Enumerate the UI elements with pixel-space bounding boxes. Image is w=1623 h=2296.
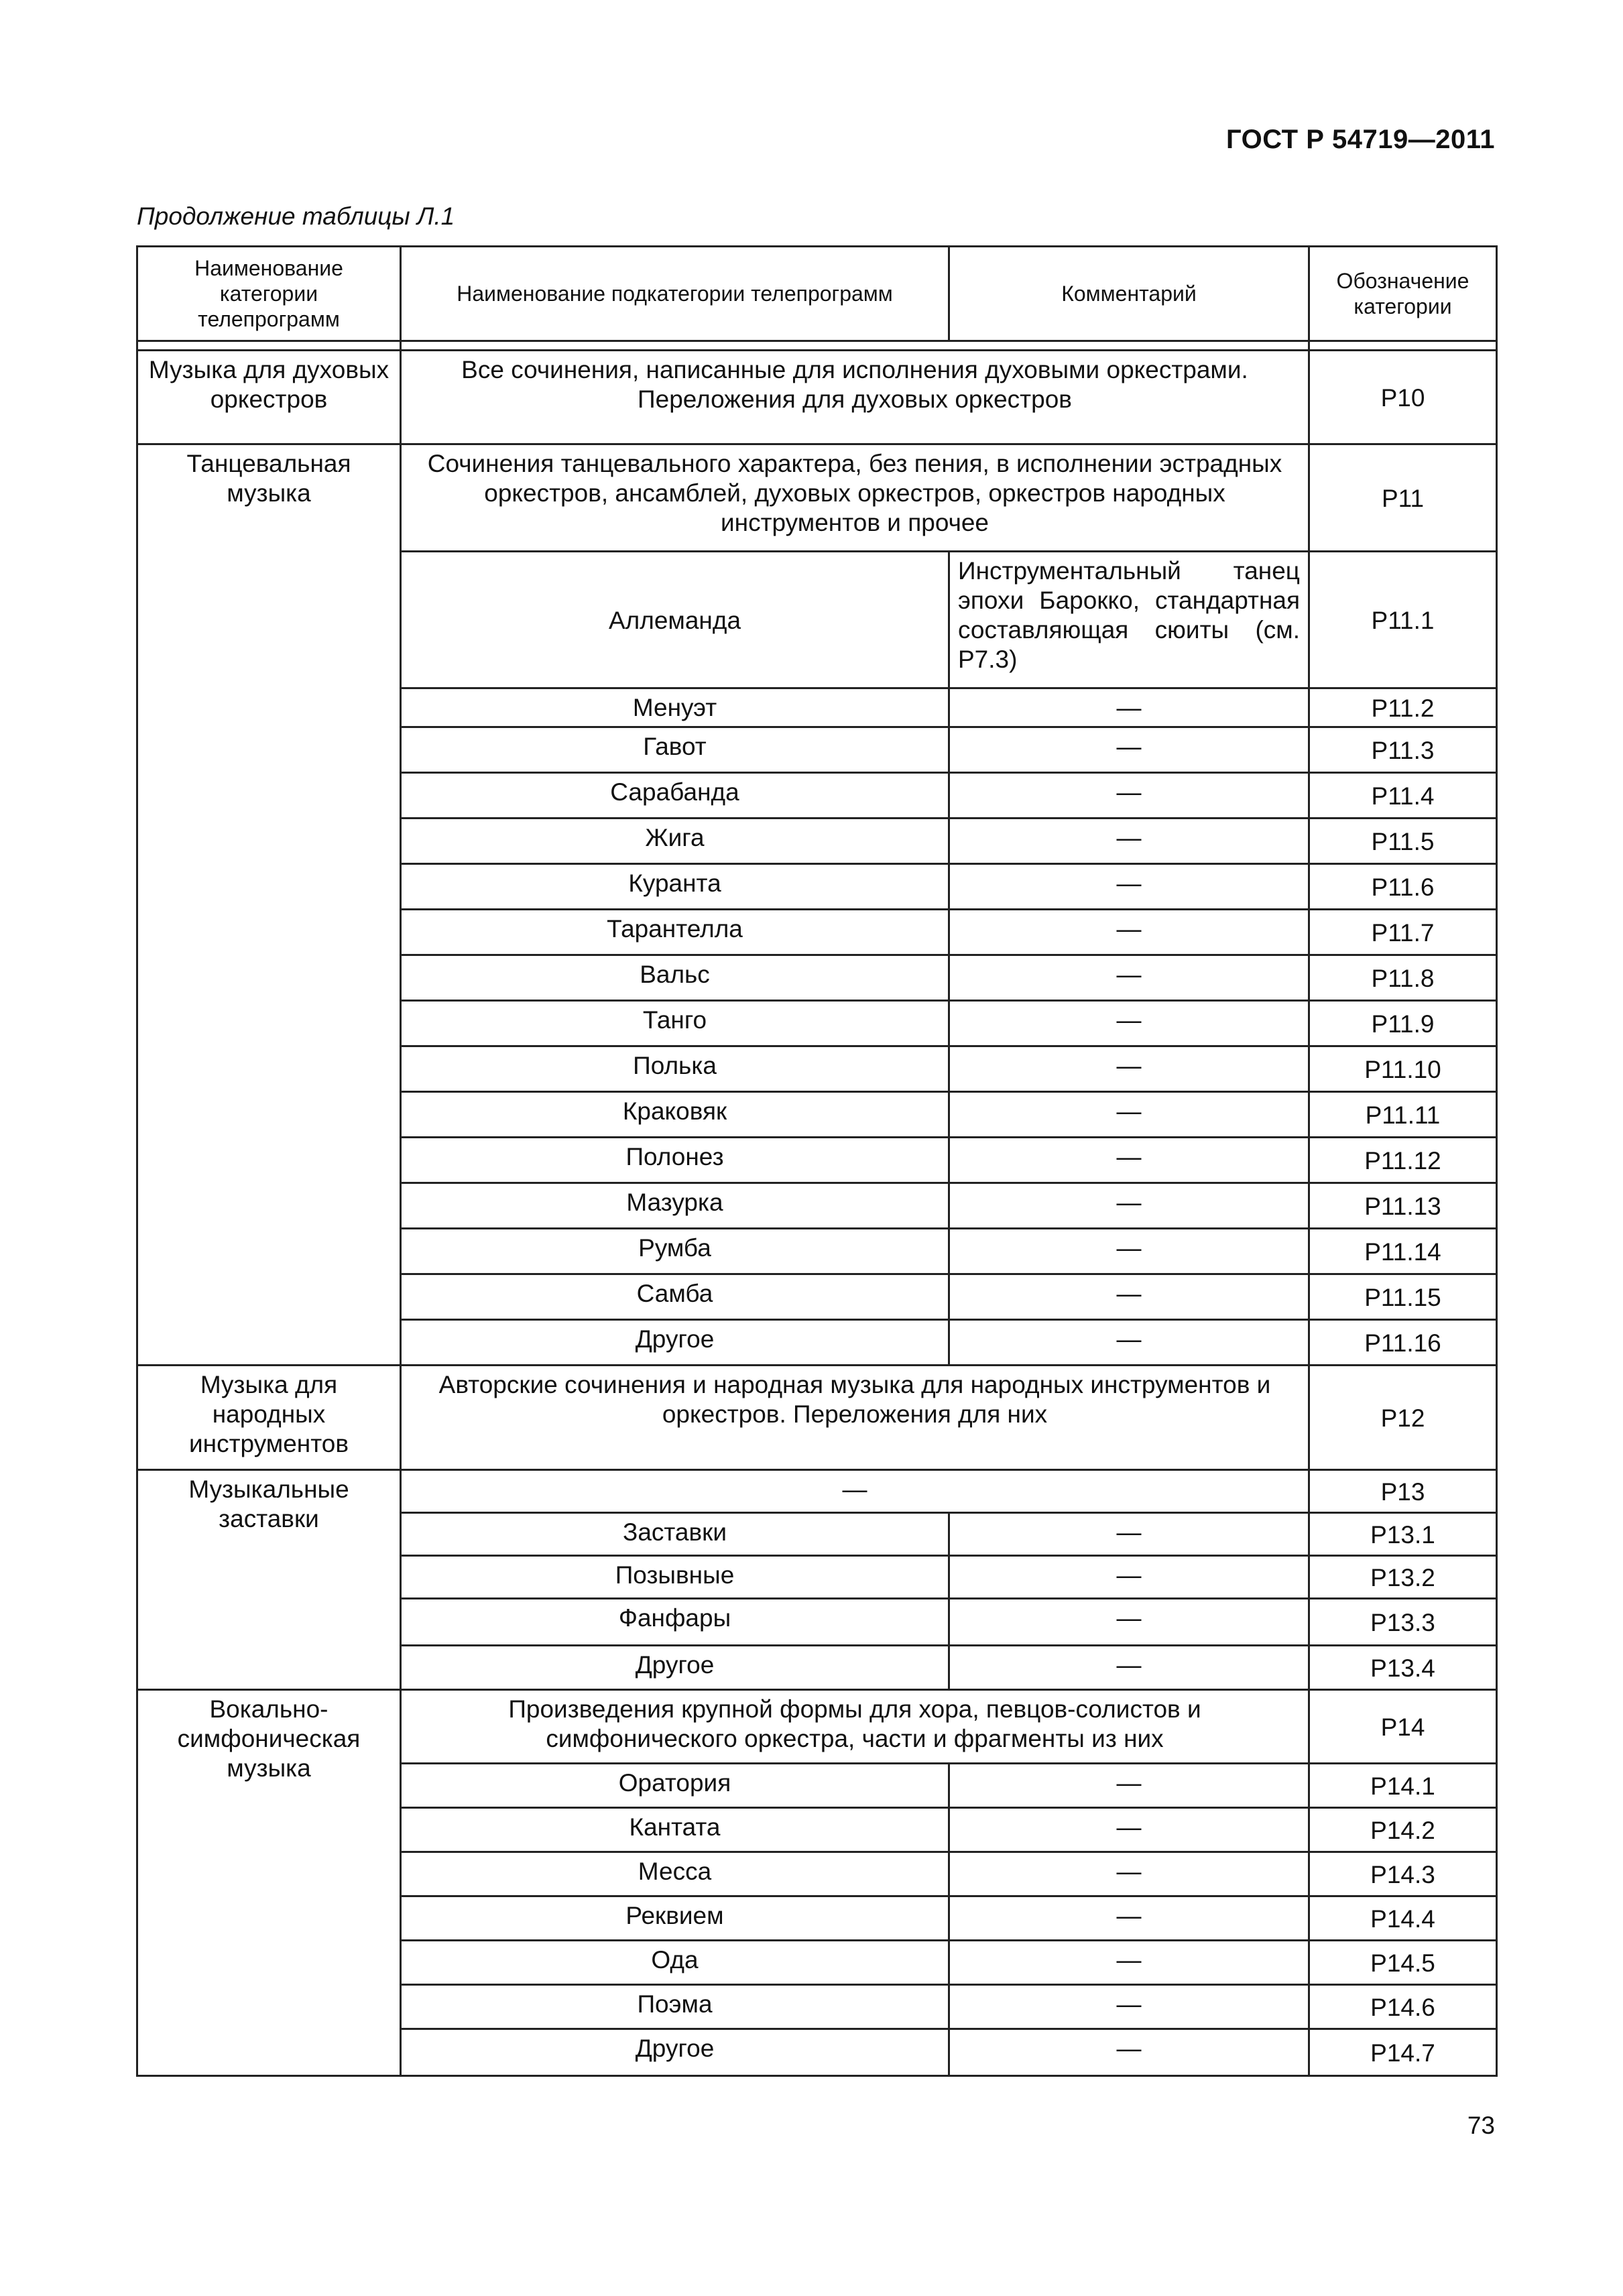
subcategory-name: Менуэт [401,688,949,727]
subcategory-code: Р14.1 [1309,1764,1497,1808]
col-header-comment: Комментарий [949,247,1309,341]
subcategory-name: Оратория [401,1764,949,1808]
subcategory-comment: — [949,1183,1309,1229]
subcategory-comment: — [949,1320,1309,1366]
category-name: Музыка для народных инструментов [137,1366,401,1470]
table-body [137,351,1497,2076]
table-row [137,444,1497,552]
subcategory-comment: — [949,1599,1309,1646]
subcategory-name: Месса [401,1852,949,1896]
subcategory-comment: — [949,910,1309,955]
category-code: Р11 [1309,444,1497,552]
subcategory-code: Р11.8 [1309,955,1497,1001]
subcategory-code: Р14.4 [1309,1896,1497,1941]
table-row [137,1470,1497,1513]
subcategory-comment: — [949,1001,1309,1046]
subcategory-comment: — [949,1764,1309,1808]
subcategory-name: Фанфары [401,1599,949,1646]
subcategory-comment: — [949,1046,1309,1092]
subcategory-name: Полонез [401,1138,949,1183]
subcategory-name: Гавот [401,727,949,773]
category-description: Произведения крупной формы для хора, певцов-солистов и симфонического оркестра, части и фрагменты из них [401,1690,1309,1764]
subcategory-code: Р11.7 [1309,910,1497,955]
subcategory-code: Р14.5 [1309,1941,1497,1985]
subcategory-comment: — [949,1513,1309,1556]
subcategory-code: Р11.13 [1309,1183,1497,1229]
subcategory-comment: — [949,1852,1309,1896]
header-separator [137,341,1497,351]
subcategory-name: Краковяк [401,1092,949,1138]
subcategory-comment: — [949,864,1309,910]
subcategory-comment: — [949,1985,1309,2029]
col-header-subcategory: Наименование подкатегории телепрограмм [401,247,949,341]
category-description: — [401,1470,1309,1513]
subcategory-code: Р11.5 [1309,819,1497,864]
table-row [137,351,1497,444]
subcategory-comment: — [949,1646,1309,1690]
category-code: Р13 [1309,1470,1497,1513]
category-name: Танцевальная музыка [137,444,401,1366]
subcategory-code: Р11.16 [1309,1320,1497,1366]
subcategory-comment: — [949,1274,1309,1320]
subcategory-name: Сарабанда [401,773,949,819]
subcategory-name: Танго [401,1001,949,1046]
category-name: Музыка для духовых оркестров [137,351,401,444]
subcategory-name: Позывные [401,1556,949,1599]
category-description: Сочинения танцевального характера, без пения, в исполнении эстрадных оркестров, ансамблей, духовых оркестров, оркестров народных инструментов и прочее [401,444,1309,552]
subcategory-name: Вальс [401,955,949,1001]
subcategory-code: Р13.4 [1309,1646,1497,1690]
subcategory-code: Р14.7 [1309,2029,1497,2076]
standard-designation: ГОСТ Р 54719—2011 [1226,125,1495,154]
subcategory-name: Другое [401,1320,949,1366]
subcategory-code: Р14.3 [1309,1852,1497,1896]
subcategory-name: Заставки [401,1513,949,1556]
category-name: Вокально-симфоническая музыка [137,1690,401,2076]
subcategory-comment: — [949,773,1309,819]
subcategory-name: Мазурка [401,1183,949,1229]
subcategory-name: Аллеманда [401,552,949,688]
category-code: Р14 [1309,1690,1497,1764]
subcategory-code: Р11.3 [1309,727,1497,773]
subcategory-name: Самба [401,1274,949,1320]
subcategory-code: Р11.12 [1309,1138,1497,1183]
subcategory-name: Полька [401,1046,949,1092]
subcategory-name: Румба [401,1229,949,1274]
subcategory-code: Р13.3 [1309,1599,1497,1646]
subcategory-comment: — [949,727,1309,773]
category-table [136,245,1498,2077]
page-number: 73 [1467,2112,1495,2139]
subcategory-code: Р14.6 [1309,1985,1497,2029]
subcategory-code: Р11.1 [1309,552,1497,688]
subcategory-comment: — [949,1941,1309,1985]
table-row [137,1690,1497,1764]
subcategory-comment: — [949,688,1309,727]
subcategory-code: Р11.14 [1309,1229,1497,1274]
subcategory-name: Реквием [401,1896,949,1941]
subcategory-name: Кантата [401,1808,949,1852]
subcategory-comment: — [949,2029,1309,2076]
subcategory-name: Жига [401,819,949,864]
subcategory-name: Ода [401,1941,949,1985]
category-name: Музыкальные заставки [137,1470,401,1690]
subcategory-name: Другое [401,2029,949,2076]
subcategory-code: Р11.9 [1309,1001,1497,1046]
subcategory-comment: — [949,1229,1309,1274]
table-caption: Продолжение таблицы Л.1 [137,202,455,230]
subcategory-code: Р13.1 [1309,1513,1497,1556]
subcategory-code: Р11.2 [1309,688,1497,727]
subcategory-comment: — [949,955,1309,1001]
subcategory-comment: Инструментальный танец эпохи Барокко, стандартная составляющая сюиты (см. Р7.3) [949,552,1309,688]
subcategory-code: Р11.4 [1309,773,1497,819]
subcategory-name: Поэма [401,1985,949,2029]
category-description: Авторские сочинения и народная музыка для народных инструментов и оркестров. Переложения для них [401,1366,1309,1470]
subcategory-comment: — [949,819,1309,864]
category-description: Все сочинения, написанные для исполнения духовыми оркестрами. Переложения для духовых оркестров [401,351,1309,444]
subcategory-comment: — [949,1138,1309,1183]
col-header-code: Обозначение категории [1309,247,1497,341]
subcategory-comment: — [949,1092,1309,1138]
table-header-row [137,247,1497,341]
subcategory-code: Р14.2 [1309,1808,1497,1852]
subcategory-name: Куранта [401,864,949,910]
subcategory-code: Р11.15 [1309,1274,1497,1320]
subcategory-code: Р11.10 [1309,1046,1497,1092]
subcategory-code: Р13.2 [1309,1556,1497,1599]
subcategory-comment: — [949,1896,1309,1941]
subcategory-code: Р11.6 [1309,864,1497,910]
subcategory-code: Р11.11 [1309,1092,1497,1138]
subcategory-comment: — [949,1808,1309,1852]
subcategory-name: Другое [401,1646,949,1690]
table-row [137,1366,1497,1470]
category-code: Р10 [1309,351,1497,444]
col-header-category: Наименование категории телепрограмм [137,247,401,341]
subcategory-name: Тарантелла [401,910,949,955]
subcategory-comment: — [949,1556,1309,1599]
category-code: Р12 [1309,1366,1497,1470]
